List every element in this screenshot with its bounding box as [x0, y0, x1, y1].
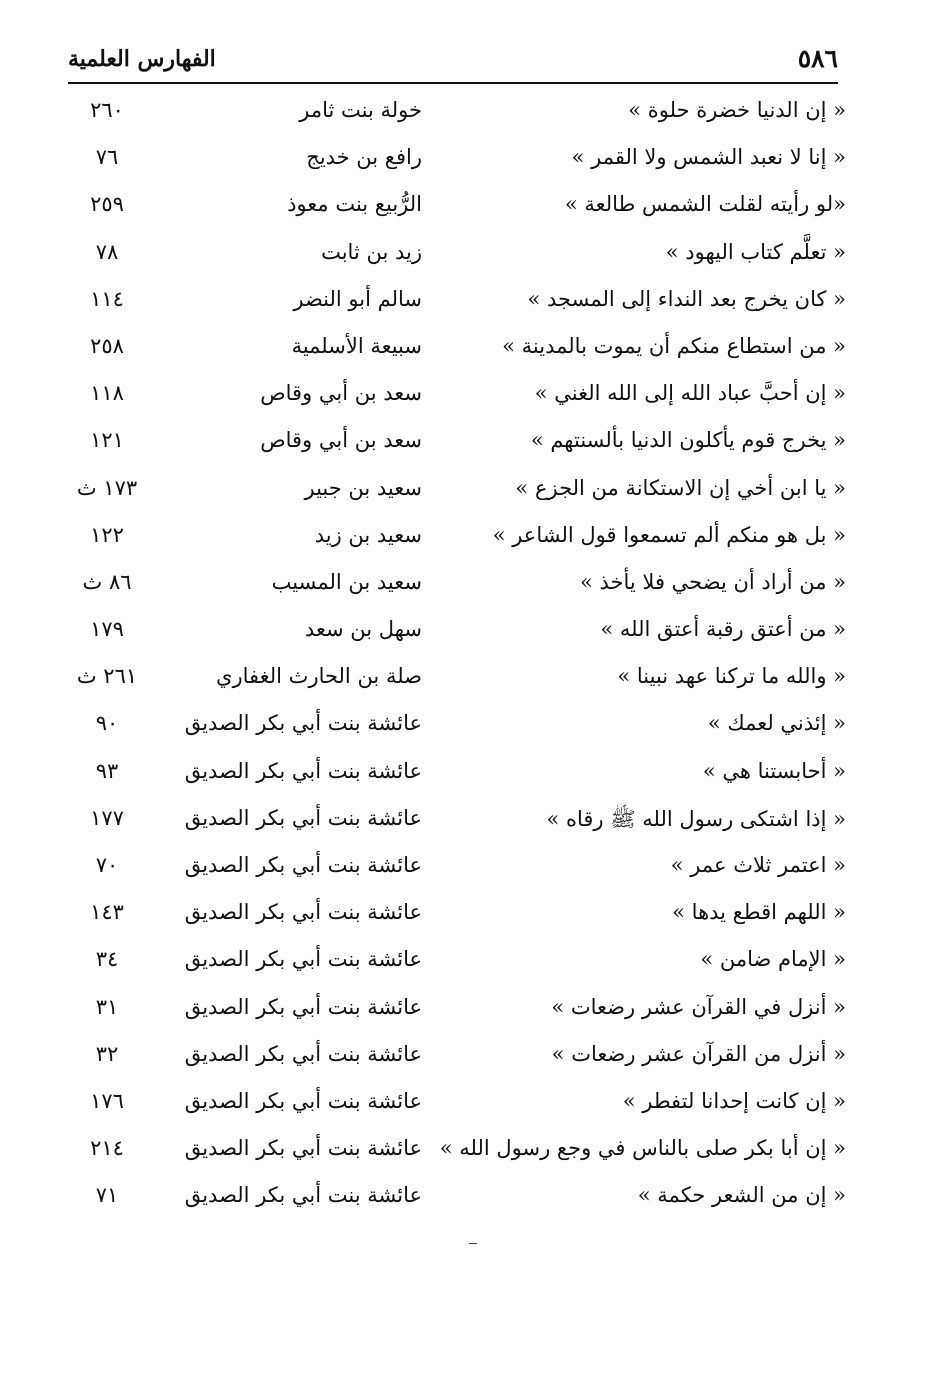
index-row [60, 515, 846, 562]
index-row [60, 562, 846, 609]
hadith-text: « بل هو منكم ألم تسمعوا قول الشاعر » [492, 522, 846, 547]
index-row [60, 326, 846, 373]
hadith-text: « إنا لا نعبد الشمس ولا القمر » [571, 145, 846, 170]
narrator-name: سالم أبو النضر [293, 286, 422, 311]
hadith-text: « يا ابن أخي إن الاستكانة من الجزع » [515, 475, 846, 500]
hadith-text: « إن الدنيا خضرة حلوة » [628, 98, 846, 122]
page-reference: ٢٦١ ث [76, 664, 138, 689]
hadith-text: « أنزل من القرآن عشر رضعات » [551, 1041, 846, 1066]
index-row [60, 184, 846, 231]
hadith-text: «لو رأيته لقلت الشمس طالعة » [564, 192, 846, 217]
hadith-text: « الإمام ضامن » [700, 947, 846, 972]
page-reference: ١٧٦ [90, 1088, 124, 1113]
narrator-name: الرُّبيع بنت معوذ [287, 192, 422, 217]
page-reference: ١٤٣ [90, 900, 124, 925]
narrator-name: سعيد بن جبير [304, 475, 422, 500]
narrator-name: عائشة بنت أبي بكر الصديق [184, 900, 422, 925]
hadith-text: « إذا اشتكى رسول الله ﷺ رقاه » [546, 806, 846, 831]
running-header [68, 38, 838, 84]
narrator-name: سعيد بن المسيب [271, 569, 422, 594]
page-reference: ١٧٧ [90, 805, 124, 830]
footer-mark [469, 1243, 477, 1244]
page-reference: ٨٦ ث [82, 569, 132, 594]
narrator-name: صلة بن الحارث الغفاري [216, 664, 422, 689]
index-row [60, 939, 846, 986]
page-reference: ٣٤ [95, 947, 119, 972]
page-number: ٥٨٦ [797, 44, 838, 73]
hadith-text: « اعتمر ثلاث عمر » [670, 853, 846, 877]
hadith-text: « إن كانت إحدانا لتفطر » [622, 1088, 846, 1113]
hadith-text: « إن أبا بكر صلى بالناس في وجع رسول الله » [439, 1136, 846, 1161]
narrator-name: عائشة بنت أبي بكر الصديق [184, 994, 422, 1019]
hadith-text: « أحابستنا هي » [702, 758, 846, 783]
hadith-text: « إن أحبَّ عباد الله إلى الله الغني » [534, 381, 846, 406]
index-row [60, 279, 846, 326]
page-reference: ٢٥٩ [90, 192, 124, 217]
index-row [60, 468, 846, 515]
page-reference: ٧١ [95, 1183, 119, 1208]
hadith-text: « من أعتق رقبة أعتق الله » [600, 617, 846, 642]
page-reference: ٢٥٨ [90, 333, 124, 358]
index-row [60, 90, 846, 137]
narrator-name: رافع بن خديج [306, 145, 422, 170]
index-row [60, 609, 846, 656]
narrator-name: سعد بن أبي وقاص [260, 381, 422, 406]
page-reference: ٩٠ [95, 711, 119, 736]
index-row [60, 892, 846, 939]
page-reference: ٣٢ [95, 1041, 119, 1066]
index-row [60, 751, 846, 798]
index-row [60, 656, 846, 703]
narrator-name: سهل بن سعد [304, 617, 422, 642]
hadith-text: « كان يخرج بعد النداء إلى المسجد » [527, 286, 846, 311]
index-row [60, 1034, 846, 1081]
narrator-name: عائشة بنت أبي بكر الصديق [184, 1136, 422, 1161]
index-row [60, 137, 846, 184]
narrator-name: عائشة بنت أبي بكر الصديق [184, 805, 422, 830]
index-row [60, 420, 846, 467]
narrator-name: سعيد بن زيد [314, 522, 422, 547]
page-reference: ٣١ [95, 994, 119, 1019]
page-reference: ٧٦ [95, 145, 119, 170]
index-row [60, 1081, 846, 1128]
page-reference: ١١٤ [90, 286, 124, 311]
page-reference: ١١٨ [90, 381, 124, 406]
narrator-name: خولة بنت ثامر [299, 98, 422, 122]
header-rule [68, 82, 838, 84]
index-row [60, 987, 846, 1034]
narrator-name: سبيعة الأسلمية [291, 333, 422, 358]
hadith-text: « أنزل في القرآن عشر رضعات » [551, 994, 846, 1019]
page-reference: ١٧٩ [90, 617, 124, 642]
narrator-name: عائشة بنت أبي بكر الصديق [184, 1041, 422, 1066]
hadith-index-list [60, 90, 846, 1223]
narrator-name: سعد بن أبي وقاص [260, 428, 422, 453]
page-reference: ٧٠ [95, 853, 119, 877]
index-row [60, 798, 846, 845]
index-row [60, 232, 846, 279]
index-row [60, 373, 846, 420]
hadith-text: « من استطاع منكم أن يموت بالمدينة » [502, 333, 846, 358]
hadith-text: « يخرج قوم يأكلون الدنيا بألسنتهم » [530, 428, 846, 453]
narrator-name: زيد بن ثابت [321, 239, 422, 264]
page-reference: ٩٣ [95, 758, 119, 783]
index-row [60, 845, 846, 892]
page-reference: ٧٨ [95, 239, 119, 264]
page-reference: ١٧٣ ث [76, 475, 138, 500]
page-reference: ٢١٤ [90, 1136, 124, 1161]
hadith-text: « تعلَّم كتاب اليهود » [665, 239, 846, 264]
hadith-text: « اللهم اقطع يدها » [672, 900, 846, 925]
narrator-name: عائشة بنت أبي بكر الصديق [184, 711, 422, 736]
narrator-name: عائشة بنت أبي بكر الصديق [184, 853, 422, 877]
page-reference: ٢٦٠ [90, 98, 124, 122]
hadith-text: « من أراد أن يضحي فلا يأخذ » [579, 569, 846, 594]
narrator-name: عائشة بنت أبي بكر الصديق [184, 1088, 422, 1113]
narrator-name: عائشة بنت أبي بكر الصديق [184, 758, 422, 783]
section-title: الفهارس العلمية [68, 46, 216, 72]
hadith-text: « والله ما تركنا عهد نبينا » [617, 664, 846, 689]
narrator-name: عائشة بنت أبي بكر الصديق [184, 1183, 422, 1208]
hadith-text: « إن من الشعر حكمة » [637, 1183, 846, 1208]
hadith-text: « إئذني لعمك » [707, 711, 846, 736]
index-row [60, 1175, 846, 1222]
page-reference: ١٢٢ [90, 522, 124, 547]
narrator-name: عائشة بنت أبي بكر الصديق [184, 947, 422, 972]
index-row [60, 703, 846, 750]
index-row [60, 1128, 846, 1175]
page-reference: ١٢١ [90, 428, 124, 453]
